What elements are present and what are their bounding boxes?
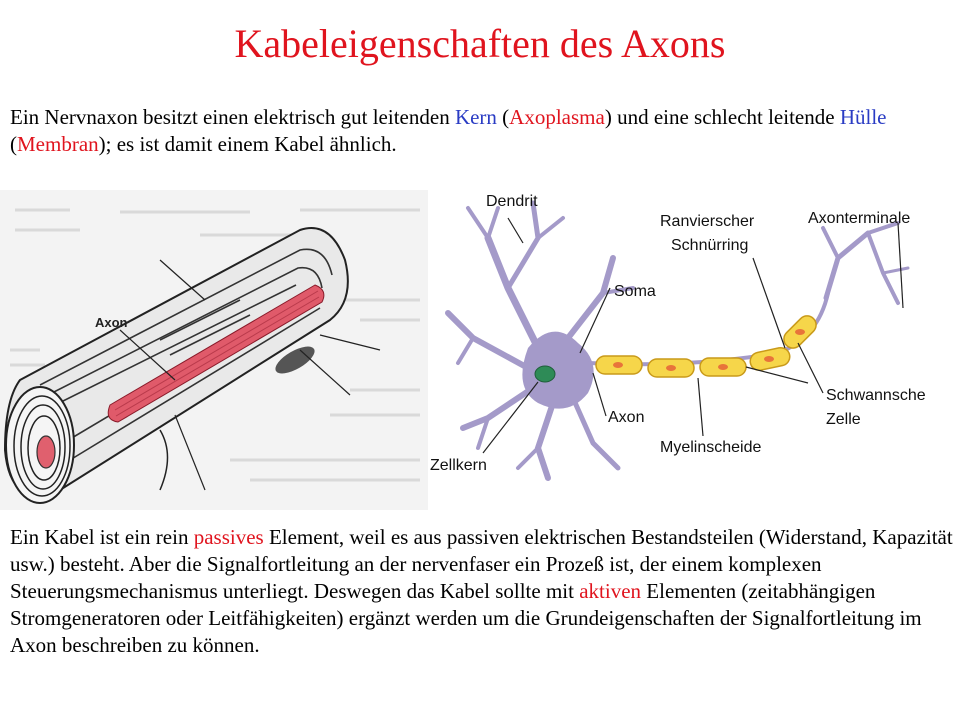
axon-label-left: Axon [95,315,128,330]
intro-paragraph [10,104,910,158]
dendrit-label: Dendrit [486,193,538,210]
myelin-segments [596,312,820,377]
soma-body [522,332,593,409]
intro-text-1: Ein Nervnaxon besitzt einen elektrisch gut leitenden [10,105,455,129]
axon-terminal-branches [823,223,908,303]
intro-text-5: ); es ist damit einem Kabel ähnlich. [98,132,397,156]
intro-text-2: ( [496,105,510,129]
neuron-diagram [428,178,960,518]
body-text-2: Element, weil es aus passiven elektrischen Bestandsteilen (Widerstand, Kapazität usw.) besteht. Aber die Signalfortleitung an der nervenfaser ein Prozeß ist, der einem komplexen Steuerungsmechanismus unterliegt. Deswegen das Kabel sollte mit [10,525,953,603]
soma-label: Soma [614,283,656,300]
page-title: Kabeleigenschaften des Axons [234,21,726,66]
huelle-term: Hülle [839,105,887,129]
axonterminale-label: Axonterminale [808,210,911,227]
zellkern-label: Zellkern [430,457,487,474]
myelinscheide-label: Myelinscheide [660,439,762,456]
passives-term: passives [193,525,264,549]
schwann-label-line2: Zelle [826,411,861,428]
cell-nucleus [535,366,555,382]
membran-term: Membran [17,132,99,156]
kern-term: Kern [454,105,497,129]
ranvier-label-line2: Schnürring [671,237,749,254]
ranvier-label-line1: Ranvierscher [660,213,755,230]
axon-label-right: Axon [608,409,645,426]
intro-text-3: ) und eine schlecht leitende [604,105,840,129]
axoplasma-term: Axoplasma [509,105,605,129]
axoplasma-core-cut [37,436,55,468]
axon-cable-cross-section-figure [0,190,428,510]
body-text-1: Ein Kabel ist ein rein [10,525,194,549]
body-text-3: Elementen (zeitabhängigen Stromgeneratoren oder Leitfähigkeiten) ergänzt werden um die Grundeigenschaften der Signalfortleitung im Axon beschreiben zu können. [10,579,922,657]
schwann-label-line1: Schwannsche [826,387,926,404]
aktiven-term: aktiven [579,579,642,603]
body-paragraph [10,524,955,659]
intro-text-4: ( [10,132,17,156]
